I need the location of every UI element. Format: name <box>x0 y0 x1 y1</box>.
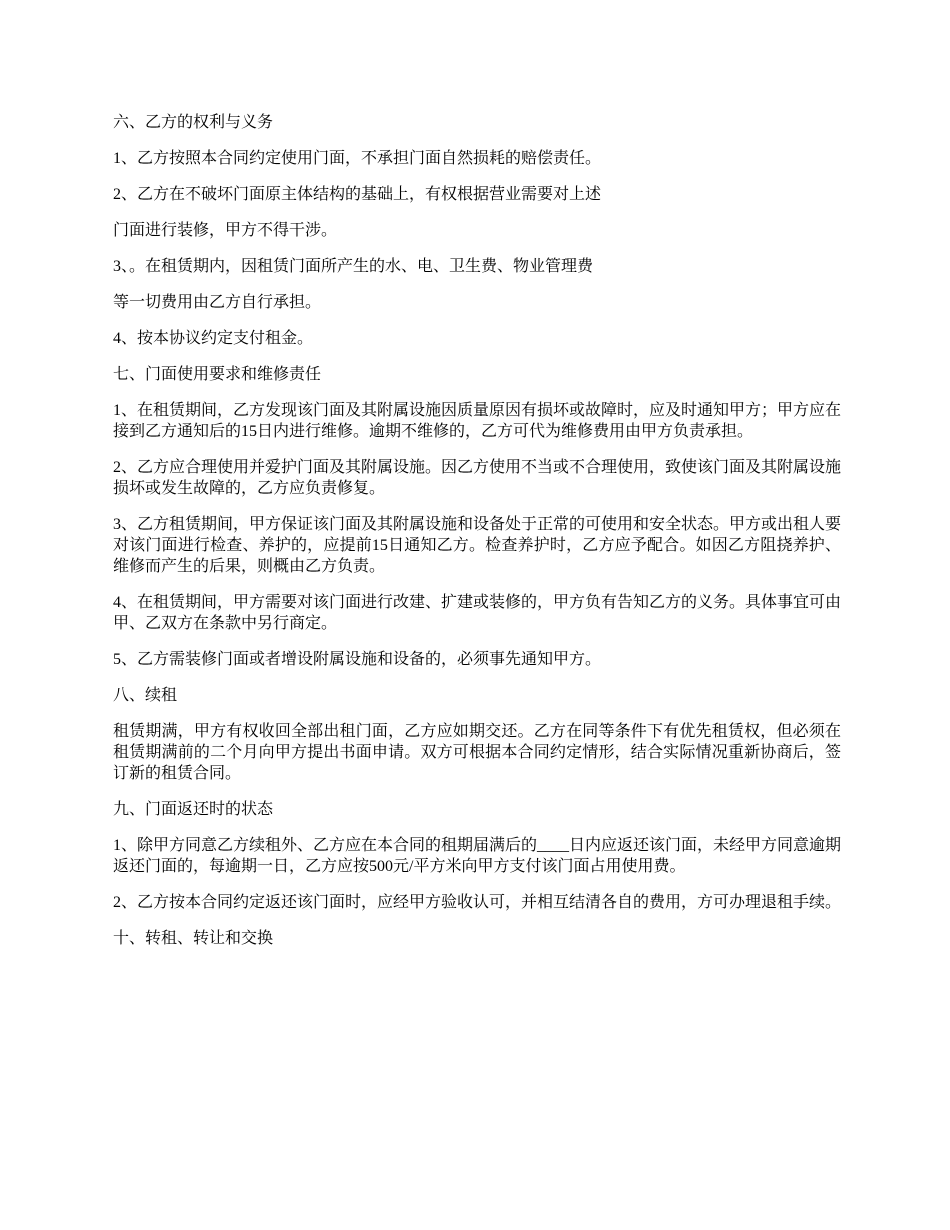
section-heading-8: 八、续租 <box>113 687 178 704</box>
clause-9-2: 2、乙方按本合同约定返还该门面时，应经甲方验收认可，并相互结清各自的费用，方可办理退租手续。 <box>113 894 842 911</box>
clause-6-3: 3、。在租赁期内，因租赁门面所产生的水、电、卫生费、物业管理费 <box>113 258 594 275</box>
clause-6-4: 4、按本协议约定支付租金。 <box>113 330 314 347</box>
clause-7-5: 5、乙方需装修门面或者增设附属设施和设备的，必须事先通知甲方。 <box>113 651 602 668</box>
section-heading-9: 九、门面返还时的状态 <box>113 801 274 818</box>
clause-8-body: 租赁期满，甲方有权收回全部出租门面，乙方应如期交还。乙方在同等条件下有优先租赁权，但必须在租赁期满前的二个月向甲方提出书面申请。双方可根据本合同约定情形，结合实际情况重新协商后，签订新的租赁合同。 <box>113 723 841 782</box>
document-page <box>113 112 841 964</box>
clause-7-2: 2、乙方应合理使用并爱护门面及其附属设施。因乙方使用不当或不合理使用，致使该门面及其附属设施损坏或发生故障的，乙方应负责修复。 <box>113 459 842 497</box>
clause-7-3: 3、乙方租赁期间，甲方保证该门面及其附属设施和设备处于正常的可使用和安全状态。甲方或出租人要对该门面进行检查、养护的，应提前15日通知乙方。检查养护时，乙方应予配合。如因乙方阻挠养护、维修而产生的后果，则概由乙方负责。 <box>113 516 842 575</box>
clause-6-2-continued: 门面进行装修，甲方不得干涉。 <box>113 222 338 239</box>
clause-7-4: 4、在租赁期间，甲方需要对该门面进行改建、扩建或装修的，甲方负有告知乙方的义务。具体事宜可由甲、乙双方在条款中另行商定。 <box>113 594 842 632</box>
clause-6-1: 1、乙方按照本合同约定使用门面，不承担门面自然损耗的赔偿责任。 <box>113 150 602 167</box>
clause-7-1: 1、在租赁期间，乙方发现该门面及其附属设施因质量原因有损坏或故障时，应及时通知甲方；甲方应在接到乙方通知后的15日内进行维修。逾期不维修的，乙方可代为维修费用由甲方负责承担。 <box>113 402 842 440</box>
clause-9-1: 1、除甲方同意乙方续租外、乙方应在本合同的租期届满后的____日内应返还该门面，未经甲方同意逾期返还门面的，每逾期一日，乙方应按500元/平方米向甲方支付该门面占用使用费。 <box>113 837 842 875</box>
clause-6-2: 2、乙方在不破坏门面原主体结构的基础上，有权根据营业需要对上述 <box>113 186 602 203</box>
section-heading-6: 六、乙方的权利与义务 <box>113 114 274 131</box>
section-heading-7: 七、门面使用要求和维修责任 <box>113 366 322 383</box>
clause-6-3-continued: 等一切费用由乙方自行承担。 <box>113 294 322 311</box>
section-heading-10: 十、转租、转让和交换 <box>113 930 274 947</box>
